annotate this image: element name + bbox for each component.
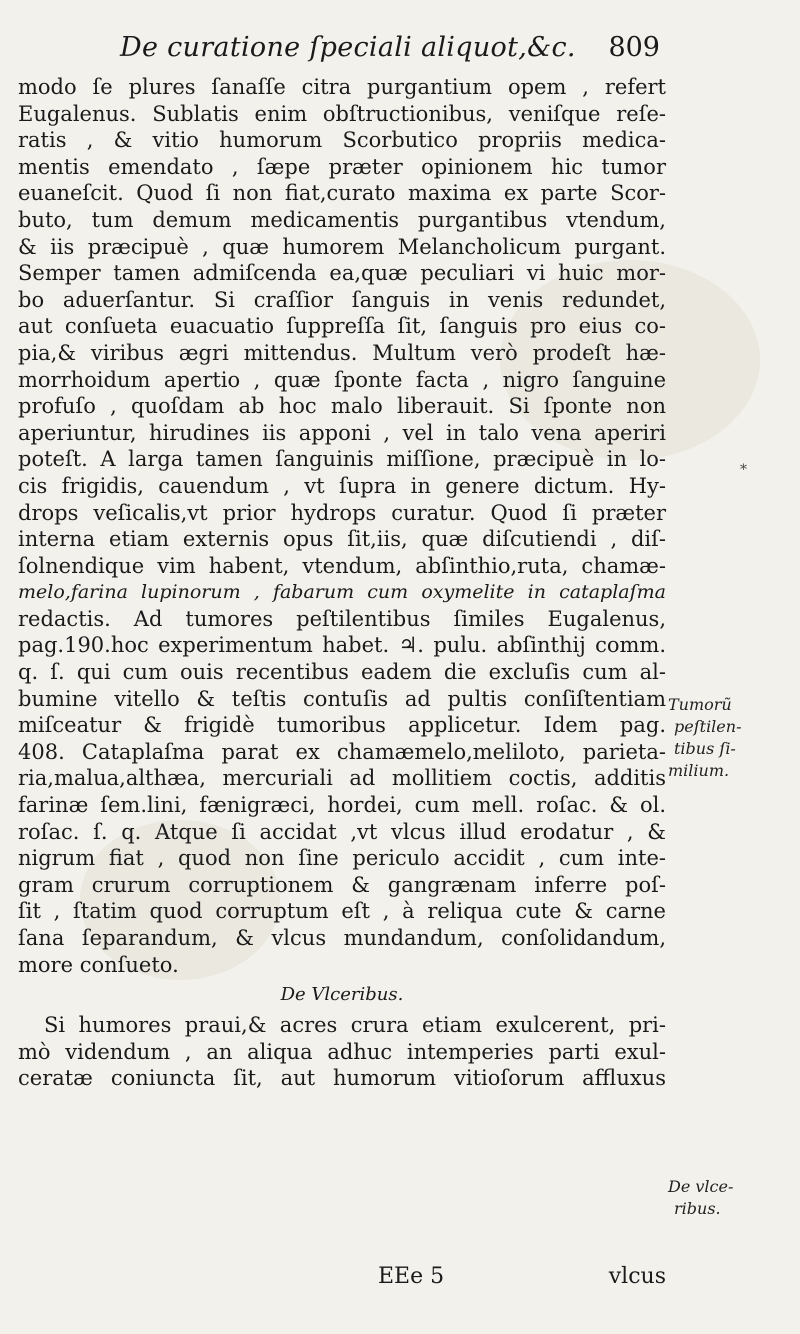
margin-note-line: tibus ſi-: [674, 739, 736, 758]
text-line: 408. Cataplaſma parat ex chamæmelo,meliloto, parieta-: [18, 739, 666, 764]
text-line: mentis emendato , ſæpe præter opinionem hic tumor: [18, 154, 666, 179]
text-line: redactis. Ad tumores peſtilentibus ſimiles Eugalenus,: [18, 606, 666, 631]
text-line: gram crurum corruptionem & gangrænam inferre poſ-: [18, 872, 666, 897]
text-line: cis frigidis, cauendum , vt ſupra in genere dictum. Hy-: [18, 473, 666, 498]
margin-note-tumorum: [668, 694, 741, 782]
text-line: buto, tum demum medicamentis purgantibus vtendum,: [18, 207, 666, 232]
signature-mark: EEe 5: [378, 1264, 445, 1289]
text-line: farinæ ſem.lini, fænigræci, hordei, cum mell. roſac. & ol.: [18, 793, 666, 818]
margin-note-line: De vlce-: [668, 1177, 734, 1196]
text-line: & iis præcipuè , quæ humorem Melancholicum purgant.: [18, 234, 666, 259]
text-line: bo aduerſantur. Si craſſior ſanguis in venis redundet,: [18, 287, 666, 312]
text-line: poteſt. A larga tamen ſanguinis miſſione, præcipuè in lo-: [18, 447, 666, 472]
text-line: roſac. ſ. q. Atque ſi accidat ,vt vlcus illud erodatur , &: [18, 819, 666, 844]
margin-note-line: peſtilen-: [674, 717, 742, 736]
text-line: Semper tamen admiſcenda ea,quæ peculiari vi huic mor-: [18, 261, 666, 286]
text-line: euaneſcit. Quod ſi non fiat,curato maxima ex parte Scor-: [18, 181, 666, 206]
text-line: Eugalenus. Sublatis enim obſtructionibus, veniſque reſe-: [18, 101, 666, 126]
text-line: melo,farina lupinorum , fabarum cum oxymelite in cataplaſma: [18, 581, 666, 604]
text-line: Si humores praui,& acres crura etiam exulcerent, pri-: [44, 1013, 666, 1038]
text-line: more conſueto.: [18, 952, 179, 977]
text-line: q. ſ. qui cum ouis recentibus eadem die excluſis cum al-: [18, 660, 666, 685]
running-title: De curatione ſpeciali aliquot,&c.: [120, 32, 576, 63]
text-line: pag.190.hoc experimentum habet. ♃. pulu. abſinthij comm.: [18, 633, 666, 658]
margin-note-line: Tumorũ: [668, 695, 732, 714]
text-line: ratis , & vitio humorum Scorbutico propriis medica-: [18, 128, 666, 153]
text-line: ſit , ſtatim quod corruptum eſt , à reliqua cute & carne: [18, 899, 666, 924]
section-heading: De Vlceribus.: [280, 984, 404, 1006]
catchword: vlcus: [608, 1264, 666, 1289]
text-line: nigrum fiat , quod non ſine periculo accidit , cum inte-: [18, 846, 666, 871]
text-line: ſolnendique vim habent, vtendum, abſinthio,ruta, chamæ-: [18, 553, 666, 578]
text-line: pia,& viribus ægri mittendus. Multum verò prodeſt hæ-: [18, 340, 666, 365]
text-line: ſana ſeparandum, & vlcus mundandum, conſolidandum,: [18, 926, 666, 950]
text-line: bumine vitello & teſtis contuſis ad pultis conſiſtentiam: [18, 686, 666, 711]
text-line: aut conſueta euacuatio ſuppreſſa ſit, ſanguis pro eius co-: [18, 314, 666, 339]
text-line: miſceatur & frigidè tumoribus applicetur. Idem pag.: [18, 713, 666, 738]
text-line: aperiuntur, hirudines iis apponi , vel in talo vena aperiri: [18, 420, 666, 445]
margin-note-line: milium.: [668, 761, 730, 780]
text-line: interna etiam externis opus ſit,iis, quæ diſcutiendi , diſ-: [18, 527, 666, 552]
text-line: ceratæ coniuncta ſit, aut humorum vitioſorum affluxus: [18, 1066, 666, 1091]
margin-note-line: ribus.: [674, 1199, 721, 1218]
margin-note-ulcerum: [668, 1176, 733, 1220]
page-number: 809: [608, 32, 660, 63]
body-text: [18, 74, 666, 1092]
text-line: mò videndum , an aliqua adhuc intemperies parti exul-: [18, 1039, 666, 1064]
text-line: profuſo , quoſdam ab hoc malo liberauit. Si ſponte non: [18, 394, 666, 419]
text-line: morrhoidum apertio , quæ ſponte facta , nigro ſanguine: [18, 367, 666, 392]
text-line: drops veſicalis,vt prior hydrops curatur. Quod ſi præter: [18, 500, 666, 525]
text-line: ria,malua,althæa, mercuriali ad mollitiem coctis, additis: [18, 766, 666, 791]
page-footer: [18, 1264, 666, 1294]
margin-mark: *: [740, 462, 747, 478]
page-header: [120, 28, 660, 68]
text-line: modo ſe plures ſanaſſe citra purgantium opem , refert: [18, 75, 666, 99]
